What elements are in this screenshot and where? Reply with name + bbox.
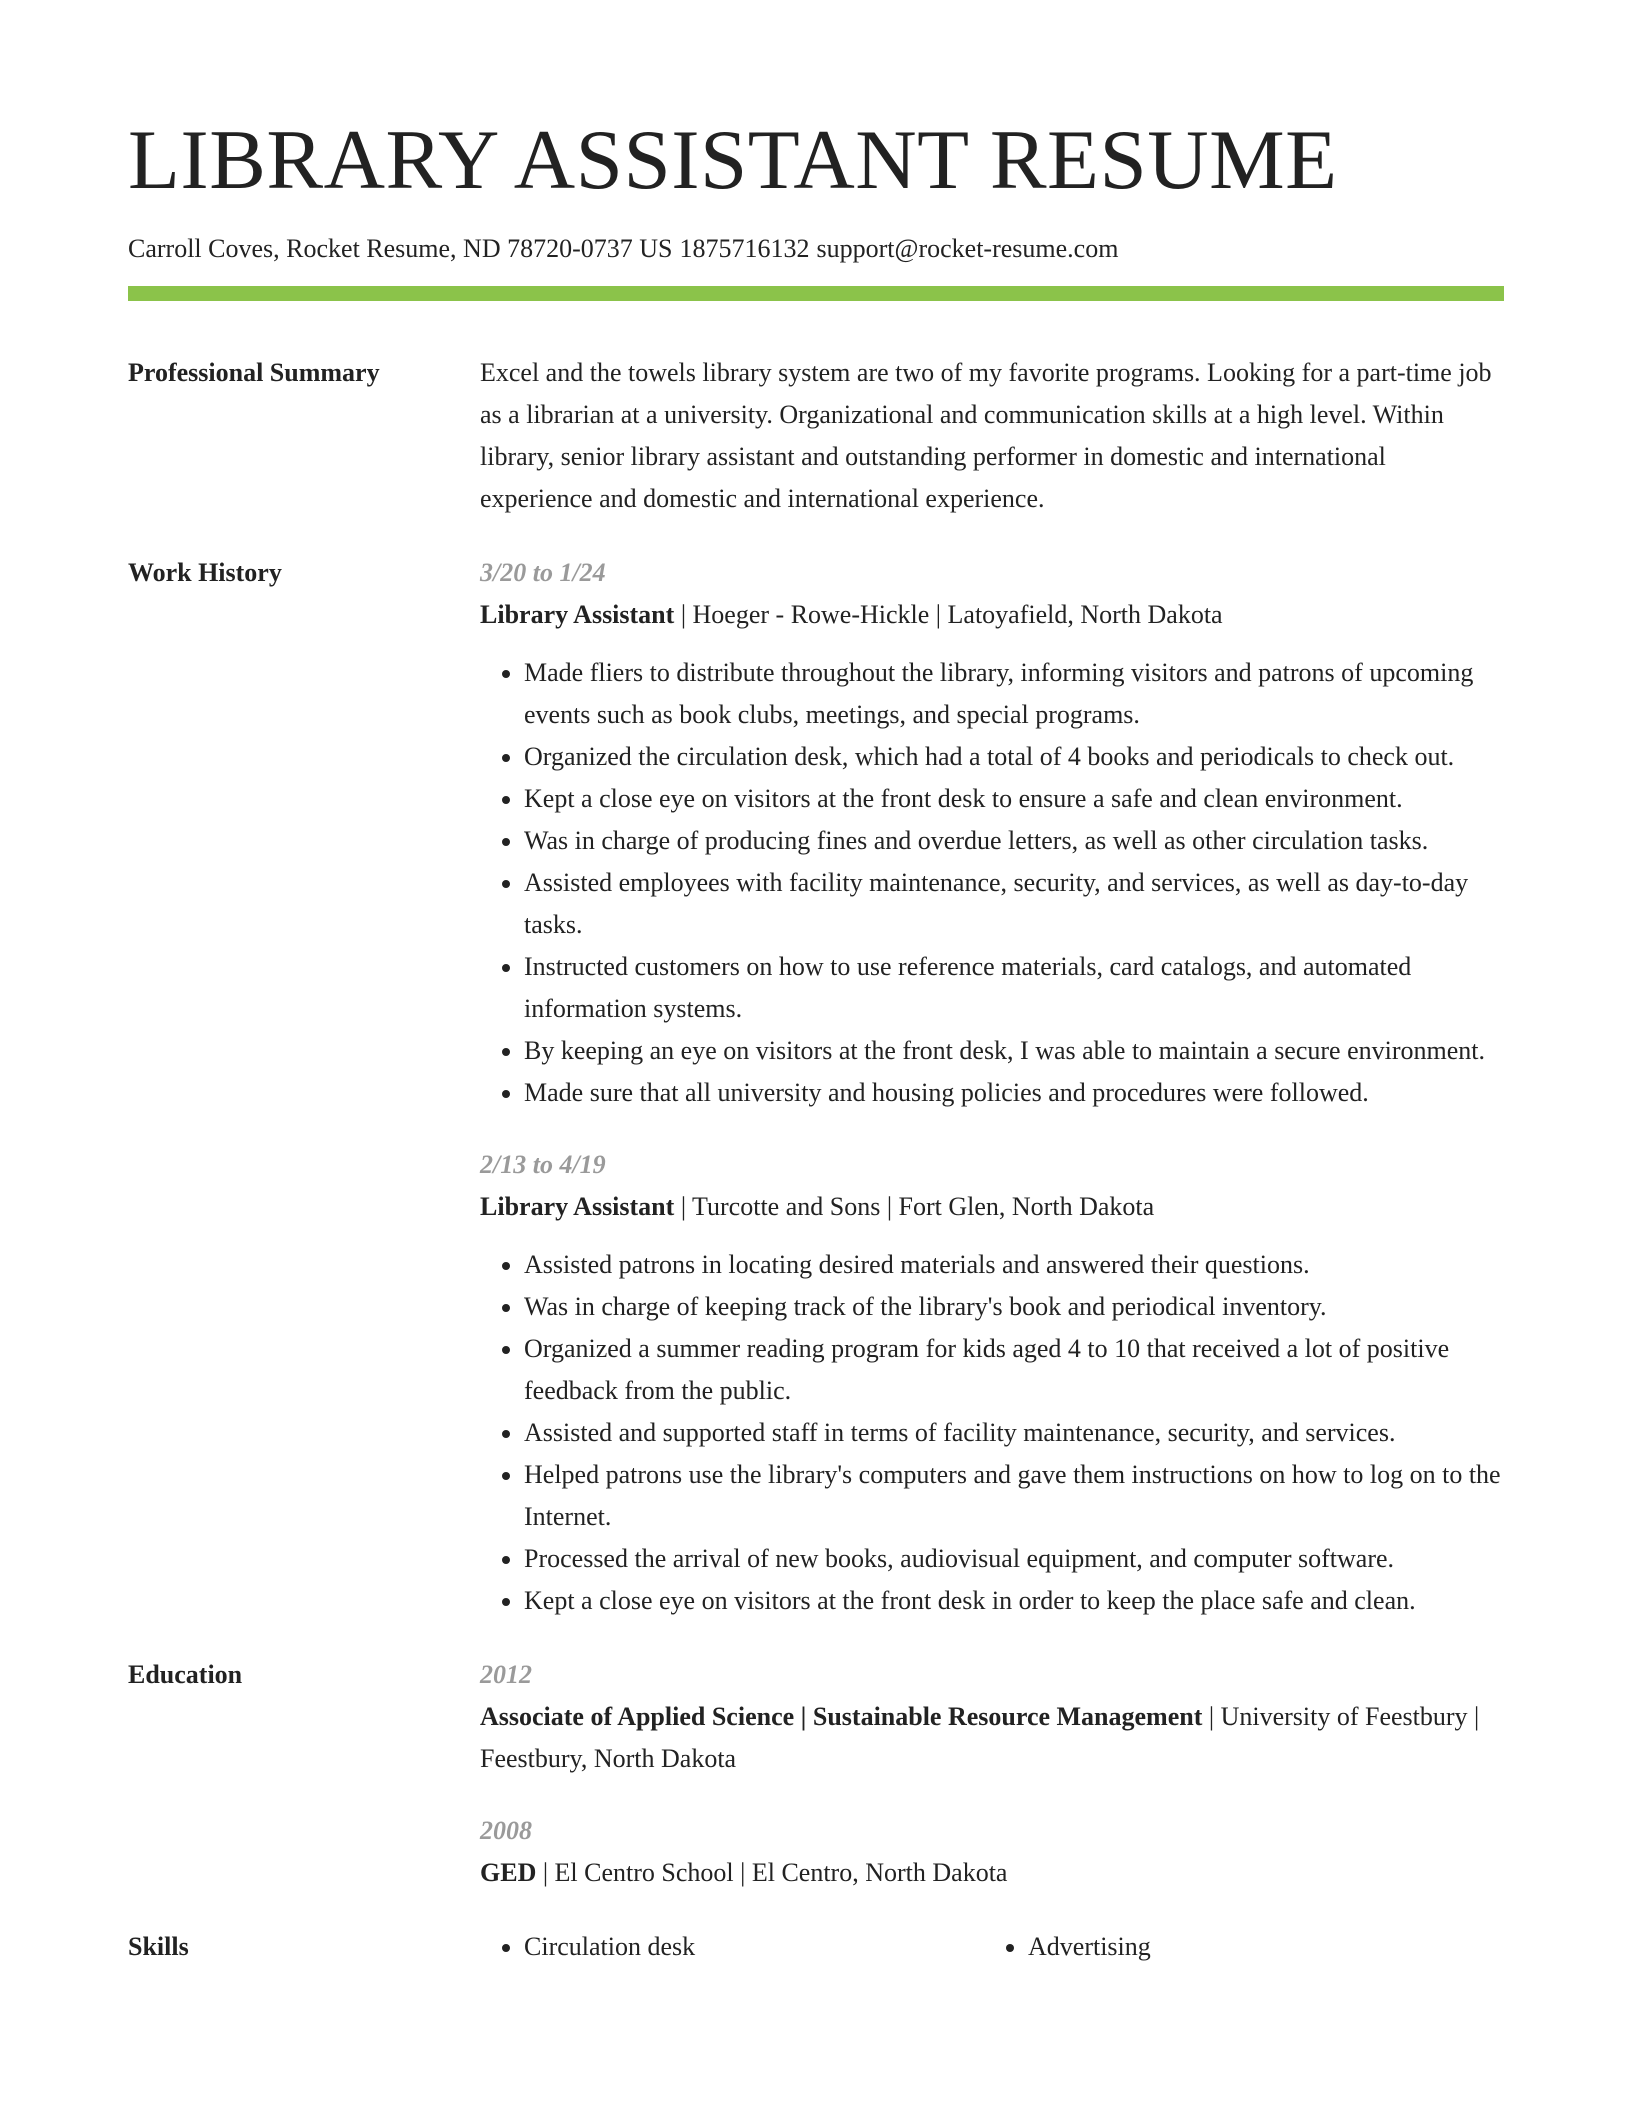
job-role-line (480, 1186, 1504, 1228)
summary-text: Excel and the towels library system are two of my favorite programs. Looking for a part-time job as a librarian at a university. Organizational and communication skills at a high level. Within library, senior library assistant and outstanding performer in domestic and international experience and domestic and international experience. (480, 358, 1492, 513)
job-bullet: • Assisted patrons in locating desired materials and answered their questions. (524, 1244, 1504, 1286)
education-year: 2008 (480, 1816, 532, 1845)
contact-email[interactable]: support@rocket-resume.com (816, 234, 1119, 263)
education-section (128, 1654, 1504, 1894)
skills-column (480, 1926, 984, 1968)
job-bullet: • Kept a close eye on visitors at the front desk in order to keep the place safe and clean. (524, 1580, 1504, 1622)
job-details: | Hoeger - Rowe-Hickle | Latoyafield, North Dakota (674, 600, 1223, 629)
summary-body (480, 352, 1504, 520)
job-bullet: • Made fliers to distribute throughout the library, informing visitors and patrons of upcoming events such as book clubs, meetings, and special programs. (524, 652, 1504, 736)
header-accent-rule (128, 286, 1504, 301)
contact-phone: 1875716132 (679, 234, 810, 263)
resume-sections (128, 352, 1504, 2000)
education-year: 2012 (480, 1660, 532, 1689)
job-entry (480, 1144, 1504, 1622)
contact-line (128, 233, 1118, 265)
job-bullet: • Instructed customers on how to use reference materials, card catalogs, and automated information systems. (524, 946, 1504, 1030)
job-bullet: • Assisted employees with facility maintenance, security, and services, as well as day-to-day tasks. (524, 862, 1504, 946)
professional-summary-section (128, 352, 1504, 520)
education-body (480, 1654, 1504, 1894)
skills-body (480, 1926, 1504, 1968)
job-bullet: • Processed the arrival of new books, audiovisual equipment, and computer software. (524, 1538, 1504, 1580)
work-history-section (128, 552, 1504, 1622)
education-entry (480, 1810, 1504, 1894)
job-details: | Turcotte and Sons | Fort Glen, North Dakota (674, 1192, 1155, 1221)
education-degree: Associate of Applied Science | Sustainable Resource Management (480, 1702, 1203, 1731)
job-bullet: • Assisted and supported staff in terms of facility maintenance, security, and services. (524, 1412, 1504, 1454)
job-bullets (480, 652, 1504, 1114)
job-bullet: • By keeping an eye on visitors at the front desk, I was able to maintain a secure environment. (524, 1030, 1504, 1072)
job-title: Library Assistant (480, 1192, 675, 1221)
skill-item: • Circulation desk (524, 1926, 984, 1968)
contact-address: Carroll Coves, Rocket Resume, ND 78720-0737 US (128, 234, 673, 263)
work-history-body (480, 552, 1504, 1622)
job-entry (480, 552, 1504, 1114)
section-label-work-history: Work History (128, 558, 282, 587)
education-degree: GED (480, 1858, 537, 1887)
section-label-summary: Professional Summary (128, 358, 380, 387)
education-details: | El Centro School | El Centro, North Dakota (536, 1858, 1008, 1887)
education-entry (480, 1654, 1504, 1780)
job-bullet: • Helped patrons use the library's computers and gave them instructions on how to log on to the Internet. (524, 1454, 1504, 1538)
job-bullet: • Made sure that all university and housing policies and procedures were followed. (524, 1072, 1504, 1114)
job-bullet: • Kept a close eye on visitors at the front desk to ensure a safe and clean environment. (524, 778, 1504, 820)
education-line (480, 1696, 1504, 1780)
skill-item: • Advertising (1028, 1926, 1488, 1968)
skills-column (984, 1926, 1488, 1968)
job-bullet: • Organized a summer reading program for kids aged 4 to 10 that received a lot of positive feedback from the public. (524, 1328, 1504, 1412)
job-bullet: • Organized the circulation desk, which had a total of 4 books and periodicals to check out. (524, 736, 1504, 778)
job-bullet: • Was in charge of keeping track of the library's book and periodical inventory. (524, 1286, 1504, 1328)
job-bullets (480, 1244, 1504, 1622)
skills-section (128, 1926, 1504, 1968)
section-label-skills: Skills (128, 1932, 189, 1961)
job-bullet: • Was in charge of producing fines and overdue letters, as well as other circulation tasks. (524, 820, 1504, 862)
job-role-line (480, 594, 1504, 636)
section-label-education: Education (128, 1660, 243, 1689)
job-dates: 3/20 to 1/24 (480, 558, 606, 587)
education-line (480, 1852, 1504, 1894)
resume-title: LIBRARY ASSISTANT RESUME (128, 113, 1338, 207)
job-dates: 2/13 to 4/19 (480, 1150, 606, 1179)
job-title: Library Assistant (480, 600, 675, 629)
education-details: | University of Feestbury | Feestbury, North Dakota (480, 1702, 1480, 1773)
